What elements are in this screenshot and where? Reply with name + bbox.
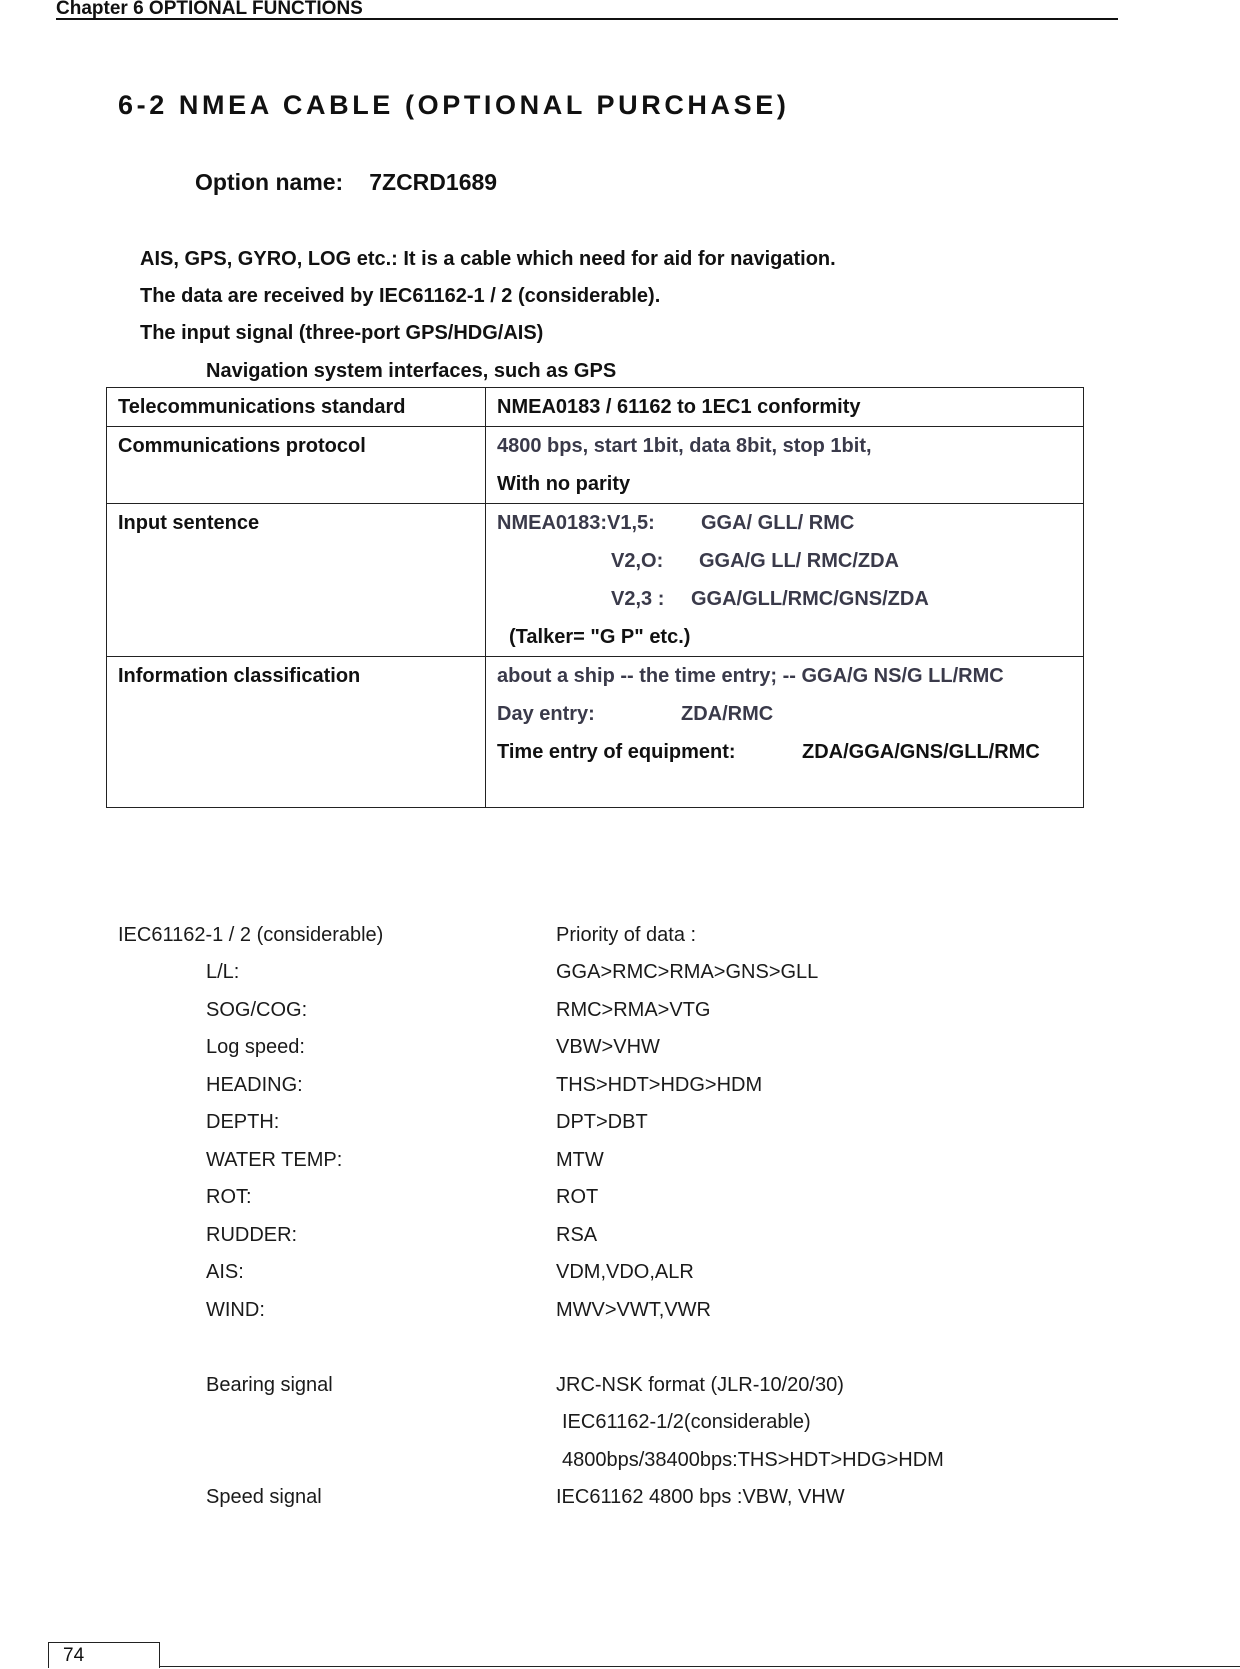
- priority-value: THS>HDT>HDG>HDM: [556, 1074, 763, 1096]
- priority-value: ROT: [556, 1186, 599, 1208]
- spec-table: [106, 387, 1084, 808]
- option-label: Option name:: [195, 169, 344, 195]
- section-title: 6-2 NMEA CABLE (OPTIONAL PURCHASE): [118, 90, 790, 120]
- priority-label: L/L:: [206, 961, 240, 983]
- spec-value: NMEA0183:V1,5: GGA/ GLL/ RMC V2,O: GGA/G LL/ RMC/ZDA V2,3 : GGA/GLL/RMC/GNS/ZDA (Talker= "G P" etc.): [486, 504, 1084, 657]
- priority-value: MTW: [556, 1149, 604, 1171]
- option-value: 7ZCRD1689: [369, 169, 498, 195]
- intro-line: The data are received by IEC61162-1 / 2 (considerable).: [140, 285, 661, 307]
- bearing-signal-line: JRC-NSK format (JLR-10/20/30): [556, 1374, 844, 1396]
- intro-line: The input signal (three-port GPS/HDG/AIS): [140, 322, 544, 344]
- priority-heading-right: Priority of data :: [556, 924, 697, 946]
- bearing-signal-label: Bearing signal: [206, 1374, 333, 1396]
- priority-value: DPT>DBT: [556, 1111, 648, 1133]
- speed-signal-label: Speed signal: [206, 1486, 322, 1508]
- option-name: [195, 169, 497, 196]
- priority-value: MWV>VWT,VWR: [556, 1299, 711, 1321]
- page-number: 74: [48, 1642, 160, 1668]
- bearing-signal-line: 4800bps/38400bps:THS>HDT>HDG>HDM: [562, 1449, 944, 1471]
- priority-label: SOG/COG:: [206, 999, 308, 1021]
- intro-line: AIS, GPS, GYRO, LOG etc.: It is a cable which need for aid for navigation.: [140, 248, 836, 270]
- table-row: [107, 388, 1084, 427]
- priority-value: RMC>RMA>VTG: [556, 999, 711, 1021]
- priority-label: ROT:: [206, 1186, 252, 1208]
- intro-line: Navigation system interfaces, such as GPS: [206, 360, 617, 382]
- priority-label: WATER TEMP:: [206, 1149, 343, 1171]
- priority-label: Log speed:: [206, 1036, 305, 1058]
- spec-key: Telecommunications standard: [107, 388, 486, 427]
- priority-label: AIS:: [206, 1261, 244, 1283]
- priority-value: VDM,VDO,ALR: [556, 1261, 694, 1283]
- priority-value: GGA>RMC>RMA>GNS>GLL: [556, 961, 819, 983]
- priority-label: DEPTH:: [206, 1111, 280, 1133]
- table-row: [107, 657, 1084, 808]
- header-rule: [56, 18, 1118, 20]
- priority-label: WIND:: [206, 1299, 265, 1321]
- spec-value: 4800 bps, start 1bit, data 8bit, stop 1bit, With no parity: [486, 427, 1084, 504]
- table-row: [107, 504, 1084, 657]
- priority-value: RSA: [556, 1224, 598, 1246]
- spec-value: about a ship -- the time entry; -- GGA/G NS/G LL/RMC Day entry: ZDA/RMC Time entry of equipment: ZDA/GGA/GNS/GLL/RMC: [486, 657, 1084, 808]
- footer-rule: [160, 1666, 1240, 1667]
- priority-label: HEADING:: [206, 1074, 303, 1096]
- bearing-signal-line: IEC61162-1/2(considerable): [562, 1411, 811, 1433]
- spec-key: Input sentence: [107, 504, 486, 657]
- priority-heading-left: IEC61162-1 / 2 (considerable): [118, 924, 384, 946]
- table-row: [107, 427, 1084, 504]
- priority-value: VBW>VHW: [556, 1036, 660, 1058]
- spec-value: NMEA0183 / 61162 to 1EC1 conformity: [486, 388, 1084, 427]
- priority-label: RUDDER:: [206, 1224, 298, 1246]
- spec-key: Communications protocol: [107, 427, 486, 504]
- speed-signal-value: IEC61162 4800 bps :VBW, VHW: [556, 1486, 845, 1508]
- chapter-header: Chapter 6 OPTIONAL FUNCTIONS: [56, 0, 363, 19]
- spec-key: Information classification: [107, 657, 486, 808]
